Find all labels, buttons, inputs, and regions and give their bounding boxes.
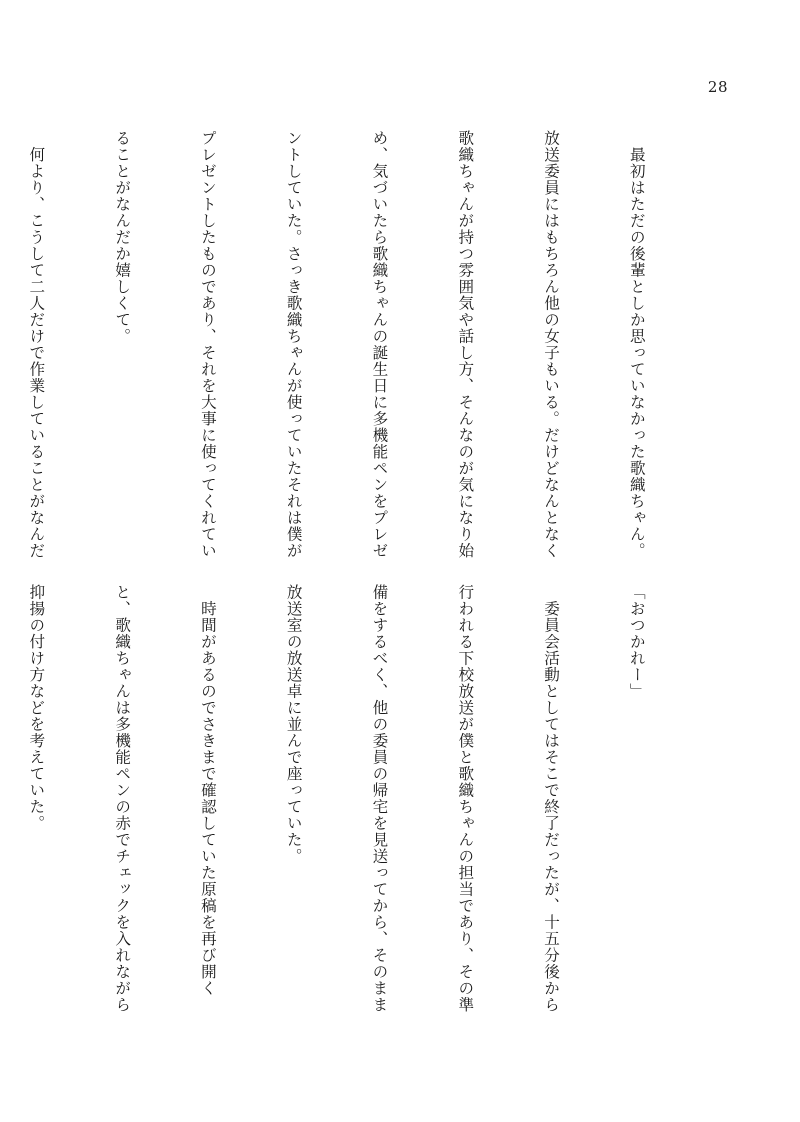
- text-line: 時間があるのでさきまで確認していた原稿を再び開く: [198, 584, 217, 997]
- text-line: 備をするべく、他の委員の帰宅を見送ってから、そのまま: [370, 584, 389, 1013]
- text-line: プレゼントしたものであり、それを大事に使ってくれてい: [198, 130, 217, 559]
- text-line: 委員会活動としてはそこで終了だったが、十五分後から: [542, 584, 561, 1013]
- text-line: 行われる下校放送が僕と歌織ちゃんの担当であり、その準: [456, 584, 475, 1013]
- upper-text-block: [0, 130, 708, 570]
- text-line: と、歌織ちゃんは多機能ペンの赤でチェックを入れながら: [113, 584, 132, 1013]
- text-line: 最初はただの後輩としか思っていなかった歌織ちゃん。: [627, 130, 646, 559]
- text-line: ントしていた。さっき歌織ちゃんが使っていたそれは僕が: [284, 130, 303, 559]
- text-line: め、気づいたら歌織ちゃんの誕生日に多機能ペンをプレゼ: [370, 130, 389, 559]
- text-line: 抑揚の付け方などを考えていた。: [27, 584, 46, 832]
- text-line: ることがなんだか嬉しくて。: [113, 130, 132, 345]
- text-line: 何より、こうして二人だけで作業していることがなんだ: [27, 130, 46, 559]
- text-line: 放送室の放送卓に並んで座っていた。: [284, 584, 303, 865]
- dialogue-line: 「おつかれー」: [627, 584, 646, 700]
- lower-text-block: [0, 584, 708, 1024]
- text-line: 歌織ちゃんが持つ雰囲気や話し方、そんなのが気になり始: [456, 130, 475, 559]
- page-number: 28: [707, 78, 728, 96]
- text-line: 放送委員にはもちろん他の女子もいる。だけどなんとなく: [542, 130, 561, 559]
